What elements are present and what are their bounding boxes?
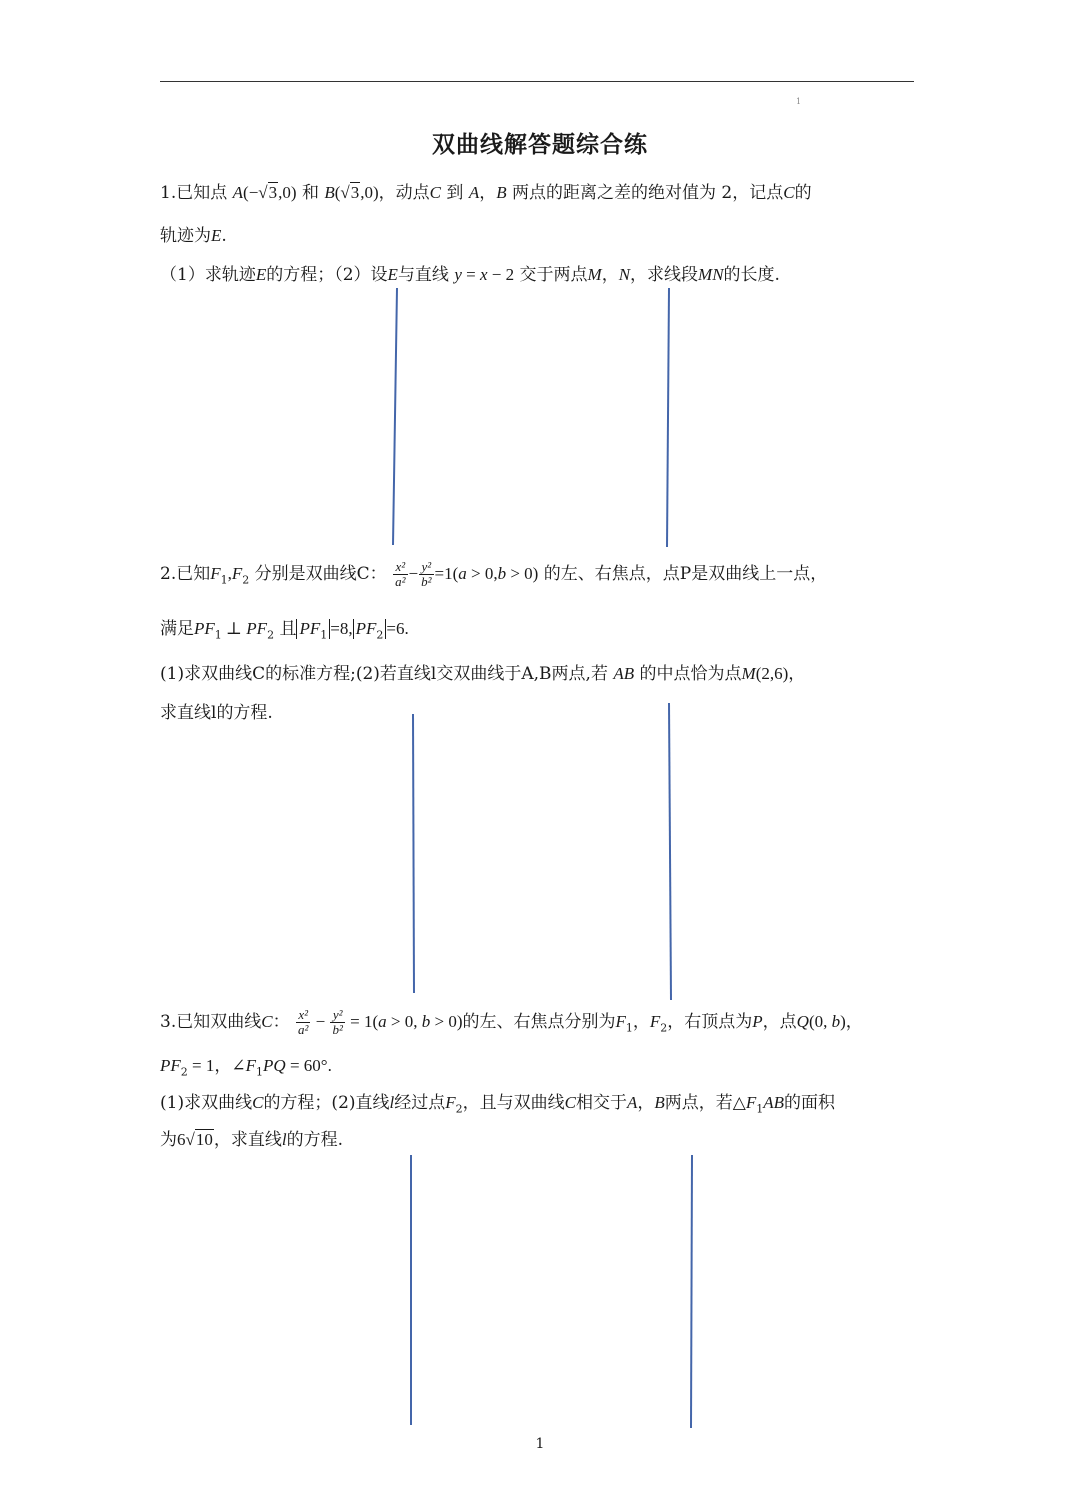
page-title: 双曲线解答题综合练 [432, 132, 648, 158]
pen-stroke [669, 703, 671, 1000]
pen-stroke [667, 288, 669, 547]
page-number: 1 [535, 1436, 545, 1452]
q2-line-4: 求直线l的方程. [160, 703, 273, 723]
q1-line-2: 轨迹为E. [160, 226, 227, 246]
q3-line-4: 为6√10，求直线l的方程. [160, 1130, 343, 1150]
q1-line-1: 1.已知点 A(−√3,0) 和 B(√3,0)，动点C 到 A，B 两点的距离之差的绝对值为 2，记点C的 [160, 183, 812, 203]
q2-line-2: 满足$PF_1$ ⊥ $PF_2$ 且 $PF_1 =8$, $PF_2 =6$. [160, 619, 409, 642]
q2-line-1: 2.已知$F_1,F_2$ 分别是双曲线C： $\frac{\text{x²}}{\text{a²}}$ − $\frac{\text{y²}}{\text{b²}}$ =1(a > 0,b > 0) 的左、右焦点，点P是双曲线上一点， [160, 559, 828, 589]
q3-line-2: $PF_2 = 1$，$\angle F_1PQ = 60^\circ$. [160, 1056, 332, 1079]
q3-line-1: 3.已知双曲线C： $\frac{\text{x²}}{\text{a²}}$ − $\frac{\text{y²}}{\text{b²}}$ = 1(a > 0, b > 0)的左、右焦点分别为$F_1$，$F_2$，右顶点为P，点Q(0, b)， [160, 1007, 863, 1037]
header-mark: 1 [796, 97, 802, 106]
pen-stroke [413, 714, 414, 993]
q3-line-3: (1)求双曲线C的方程；(2)直线l经过点$F_2$，且与双曲线C相交于A，B两点，若$\triangle F_1AB$的面积 [160, 1093, 836, 1116]
q2-line-3: (1)求双曲线C的标准方程;(2)若直线l交双曲线于A,B两点,若 AB 的中点恰为点M(2,6)， [160, 664, 806, 684]
pen-stroke [393, 288, 397, 545]
q1-line-3: （1）求轨迹E的方程；（2）设E与直线 y = x − 2 交于两点M，N，求线段MN的长度. [160, 265, 780, 285]
pen-stroke [691, 1155, 692, 1428]
